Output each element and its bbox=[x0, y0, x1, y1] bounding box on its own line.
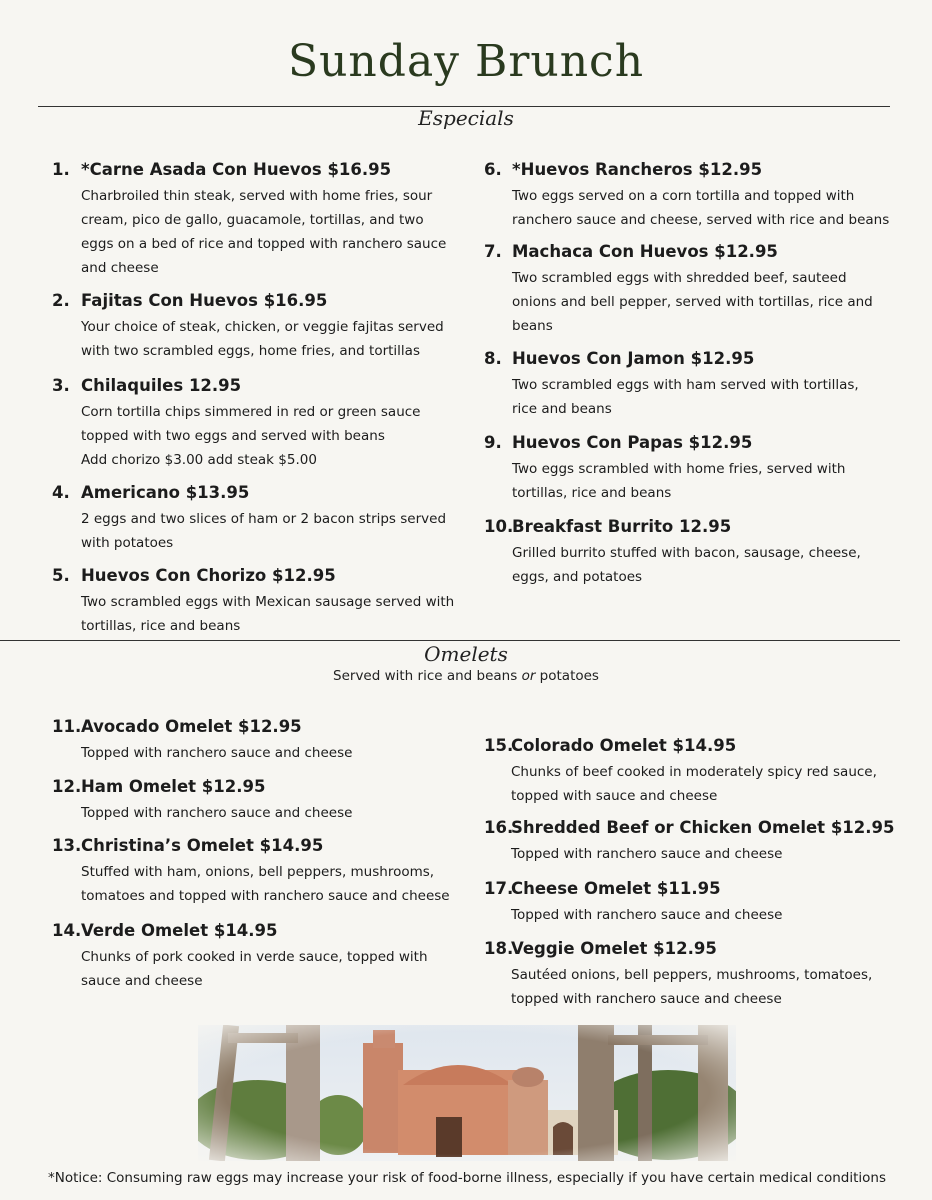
menu-item-description bbox=[81, 801, 472, 825]
menu-item-description bbox=[511, 760, 904, 808]
menu-title: Sunday Brunch bbox=[287, 36, 645, 87]
menu-item-name: Christina’s Omelet bbox=[81, 836, 254, 855]
description-line: with potatoes bbox=[81, 535, 174, 551]
description-line: Sautéed onions, bell peppers, mushrooms, tomatoes, bbox=[511, 967, 873, 983]
menu-item-heading bbox=[484, 242, 904, 261]
description-line: Chunks of beef cooked in moderately spicy red sauce, bbox=[511, 764, 877, 780]
menu-item-name: Colorado Omelet bbox=[511, 736, 667, 755]
menu-item-name: Huevos Con Papas bbox=[512, 433, 683, 452]
description-line: with two scrambled eggs, home fries, and tortillas bbox=[81, 343, 420, 359]
description-line: tomatoes and topped with ranchero sauce and cheese bbox=[81, 888, 450, 904]
menu-item bbox=[484, 433, 904, 505]
menu-item-price: $12.95 bbox=[653, 939, 717, 958]
menu-item-heading bbox=[52, 921, 472, 940]
description-line: Two scrambled eggs with ham served with tortillas, bbox=[512, 377, 859, 393]
description-line: Your choice of steak, chicken, or veggie fajitas served bbox=[81, 319, 444, 335]
description-line: 2 eggs and two slices of ham or 2 bacon strips served bbox=[81, 511, 447, 527]
menu-item-heading bbox=[484, 736, 904, 755]
menu-item-name: Shredded Beef or Chicken Omelet bbox=[511, 818, 826, 837]
menu-item bbox=[484, 160, 904, 232]
menu-item-heading bbox=[52, 291, 472, 310]
menu-item-name: Machaca Con Huevos bbox=[512, 242, 709, 261]
menu-item-heading bbox=[484, 517, 904, 536]
menu-item-description bbox=[511, 963, 904, 1011]
menu-item-heading bbox=[52, 566, 472, 585]
menu-item bbox=[52, 483, 472, 555]
menu-item-name: Ham Omelet bbox=[81, 777, 197, 796]
omelets-subtitle-post: potatoes bbox=[535, 668, 599, 684]
description-line: Topped with ranchero sauce and cheese bbox=[81, 805, 353, 821]
menu-item-heading bbox=[52, 777, 472, 796]
menu-item-number: 18. bbox=[484, 939, 514, 958]
raw-eggs-notice: *Notice: Consuming raw eggs may increase your risk of food-borne illness, especially if you have certain medical conditions bbox=[48, 1170, 887, 1186]
menu-item-heading bbox=[52, 376, 472, 395]
menu-item-price: $14.95 bbox=[672, 736, 737, 755]
menu-item-heading bbox=[484, 160, 904, 179]
omelets-subtitle-or: or bbox=[521, 668, 536, 684]
menu-item-description bbox=[81, 945, 472, 993]
menu-item bbox=[52, 160, 472, 280]
menu-item-description bbox=[81, 507, 472, 555]
menu-item-number: 16. bbox=[484, 818, 514, 837]
menu-item-number: 17. bbox=[484, 879, 514, 898]
menu-item bbox=[52, 777, 472, 825]
menu-item-price: $16.95 bbox=[263, 291, 328, 310]
menu-item-name: Huevos Con Jamon bbox=[512, 349, 685, 368]
menu-item-price: $12.95 bbox=[690, 349, 755, 368]
menu-item-name: Verde Omelet bbox=[81, 921, 209, 940]
menu-item-heading bbox=[484, 349, 904, 368]
omelets-heading: Omelets bbox=[424, 642, 508, 666]
description-line: ranchero sauce and cheese, served with rice and beans bbox=[512, 212, 890, 228]
description-line: Two scrambled eggs with shredded beef, sauteed bbox=[512, 270, 847, 286]
menu-item bbox=[52, 836, 472, 908]
menu-item bbox=[484, 736, 904, 808]
description-line: Add chorizo $3.00 add steak $5.00 bbox=[81, 452, 317, 468]
church-photo bbox=[198, 1025, 736, 1161]
menu-item-heading bbox=[484, 939, 904, 958]
menu-item-heading bbox=[52, 836, 472, 855]
description-line: Stuffed with ham, onions, bell peppers, mushrooms, bbox=[81, 864, 435, 880]
description-line: eggs on a bed of rice and topped with ranchero sauce bbox=[81, 236, 447, 252]
menu-item-heading bbox=[52, 483, 472, 502]
menu-item-number: 1. bbox=[52, 160, 70, 179]
menu-item-number: 2. bbox=[52, 291, 70, 310]
menu-item-description bbox=[81, 590, 472, 638]
menu-item-price: $16.95 bbox=[327, 160, 392, 179]
menu-item-price: 12.95 bbox=[188, 376, 242, 395]
menu-item bbox=[484, 879, 904, 927]
menu-item-description bbox=[511, 903, 904, 927]
menu-item-price: $14.95 bbox=[213, 921, 278, 940]
menu-item-name: Fajitas Con Huevos bbox=[81, 291, 258, 310]
description-line: Corn tortilla chips simmered in red or green sauce bbox=[81, 404, 421, 420]
menu-item-number: 4. bbox=[52, 483, 70, 502]
menu-item-description bbox=[512, 373, 904, 421]
menu-item-name: Huevos Con Chorizo bbox=[81, 566, 267, 585]
description-line: cream, pico de gallo, guacamole, tortillas, and two bbox=[81, 212, 424, 228]
menu-item-name: Americano bbox=[81, 483, 180, 502]
menu-item-number: 15. bbox=[484, 736, 514, 755]
menu-item-name: Avocado Omelet bbox=[81, 717, 233, 736]
menu-item-number: 12. bbox=[52, 777, 82, 796]
description-line: topped with two eggs and served with beans bbox=[81, 428, 385, 444]
description-line: topped with ranchero sauce and cheese bbox=[511, 991, 782, 1007]
menu-item-description bbox=[512, 457, 904, 505]
menu-item-name: Veggie Omelet bbox=[511, 939, 648, 958]
description-line: tortillas, rice and beans bbox=[512, 485, 672, 501]
menu-item-heading bbox=[52, 160, 472, 179]
menu-item-price: $13.95 bbox=[185, 483, 250, 502]
menu-item-heading bbox=[484, 879, 904, 898]
menu-item-price: $12.95 bbox=[237, 717, 302, 736]
menu-item-price: $12.95 bbox=[698, 160, 763, 179]
menu-item-number: 11. bbox=[52, 717, 82, 736]
menu-item-number: 3. bbox=[52, 376, 70, 395]
menu-item-description bbox=[81, 315, 472, 363]
menu-item-description bbox=[81, 400, 472, 472]
menu-item-name: *Huevos Rancheros bbox=[512, 160, 693, 179]
description-line: tortillas, rice and beans bbox=[81, 618, 241, 634]
menu-item-description bbox=[511, 842, 904, 866]
description-line: Two eggs scrambled with home fries, served with bbox=[512, 461, 846, 477]
menu-item bbox=[52, 291, 472, 363]
omelets-subtitle bbox=[0, 668, 932, 684]
menu-item-price: $12.95 bbox=[714, 242, 778, 261]
omelets-subtitle-pre: Served with rice and beans bbox=[333, 668, 522, 684]
menu-item-price: $12.95 bbox=[272, 566, 336, 585]
menu-item-number: 8. bbox=[484, 349, 502, 368]
menu-item-description bbox=[512, 184, 904, 232]
menu-item-number: 5. bbox=[52, 566, 70, 585]
menu-item-price: $14.95 bbox=[259, 836, 324, 855]
menu-item-description bbox=[81, 184, 472, 280]
especials-heading: Especials bbox=[418, 106, 514, 130]
menu-item-price: $12.95 bbox=[201, 777, 266, 796]
menu-item-number: 14. bbox=[52, 921, 82, 940]
description-line: topped with sauce and cheese bbox=[511, 788, 718, 804]
menu-item bbox=[484, 939, 904, 1011]
menu-item bbox=[52, 376, 472, 472]
description-line: beans bbox=[512, 318, 553, 334]
menu-item-name: *Carne Asada Con Huevos bbox=[81, 160, 322, 179]
menu-item bbox=[484, 517, 904, 589]
description-line: onions and bell pepper, served with tortillas, rice and bbox=[512, 294, 873, 310]
menu-item-description bbox=[81, 741, 472, 765]
divider-middle bbox=[0, 640, 900, 641]
menu-item-price: $12.95 bbox=[830, 818, 895, 837]
church-photo-illustration bbox=[198, 1025, 736, 1161]
description-line: Chunks of pork cooked in verde sauce, topped with bbox=[81, 949, 428, 965]
description-line: eggs, and potatoes bbox=[512, 569, 643, 585]
menu-item bbox=[52, 566, 472, 638]
menu-item-name: Breakfast Burrito bbox=[512, 517, 674, 536]
menu-item-number: 10. bbox=[484, 517, 514, 536]
description-line: rice and beans bbox=[512, 401, 612, 417]
menu-item bbox=[484, 242, 904, 338]
menu-item-price: 12.95 bbox=[679, 517, 732, 536]
description-line: Topped with ranchero sauce and cheese bbox=[81, 745, 353, 761]
menu-item-description bbox=[512, 266, 904, 338]
description-line: sauce and cheese bbox=[81, 973, 203, 989]
description-line: Two eggs served on a corn tortilla and topped with bbox=[512, 188, 855, 204]
description-line: and cheese bbox=[81, 260, 159, 276]
menu-item-description bbox=[512, 541, 904, 589]
menu-item-description bbox=[81, 860, 472, 908]
menu-item-number: 13. bbox=[52, 836, 82, 855]
menu-item bbox=[52, 921, 472, 993]
menu-item-heading bbox=[52, 717, 472, 736]
menu-item-heading bbox=[484, 433, 904, 452]
menu-item bbox=[52, 717, 472, 765]
description-line: Topped with ranchero sauce and cheese bbox=[511, 846, 783, 862]
menu-item bbox=[484, 349, 904, 421]
menu-item-price: $11.95 bbox=[656, 879, 721, 898]
menu-item-number: 9. bbox=[484, 433, 502, 452]
description-line: Topped with ranchero sauce and cheese bbox=[511, 907, 783, 923]
menu-item-heading bbox=[484, 818, 904, 837]
menu-item bbox=[484, 818, 904, 866]
description-line: Charbroiled thin steak, served with home fries, sour bbox=[81, 188, 433, 204]
menu-item-number: 6. bbox=[484, 160, 502, 179]
description-line: Grilled burrito stuffed with bacon, sausage, cheese, bbox=[512, 545, 861, 561]
menu-item-price: $12.95 bbox=[688, 433, 753, 452]
menu-item-name: Chilaquiles bbox=[81, 376, 184, 395]
menu-item-number: 7. bbox=[484, 242, 502, 261]
menu-item-name: Cheese Omelet bbox=[511, 879, 652, 898]
description-line: Two scrambled eggs with Mexican sausage served with bbox=[81, 594, 455, 610]
